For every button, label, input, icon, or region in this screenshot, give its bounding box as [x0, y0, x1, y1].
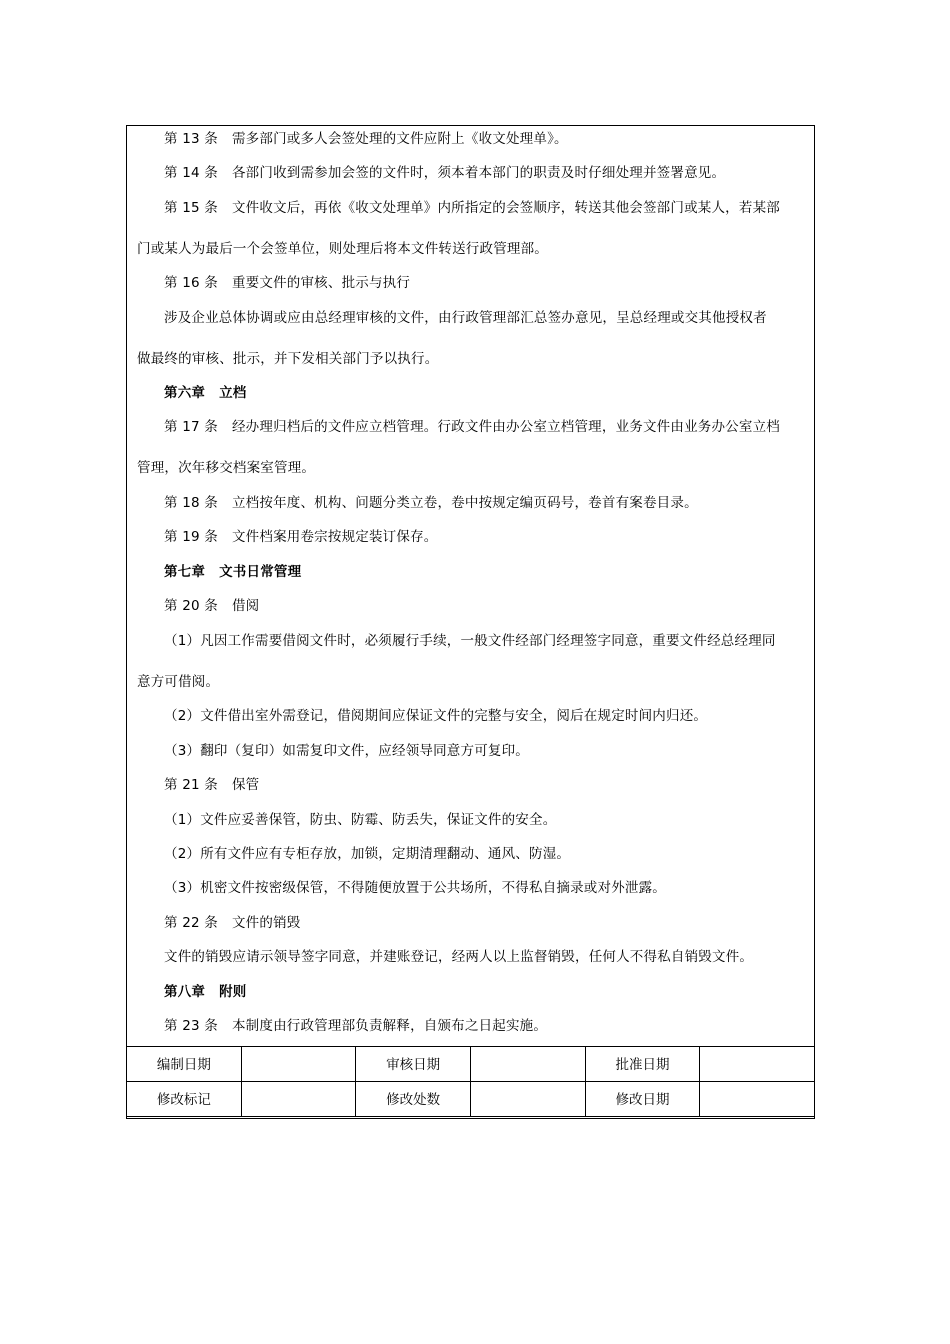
article-22-body	[137, 948, 808, 966]
article-19	[137, 528, 808, 546]
table-row	[127, 1047, 815, 1082]
compile-date-label: 编制日期	[127, 1047, 242, 1082]
document-frame	[126, 125, 815, 1119]
article-text: 意方可借阅。	[137, 674, 220, 690]
chapter-8-heading	[137, 983, 808, 1001]
revision-mark-value	[241, 1082, 356, 1117]
article-text: 本制度由行政管理部负责解释，自颁布之日起实施。	[231, 1018, 548, 1034]
article-text: 经办理归档后的文件应立档管理。行政文件由办公室立档管理，业务文件由业务办公室立档	[231, 419, 780, 435]
article-20	[137, 597, 808, 615]
chapter-7-heading	[137, 563, 808, 581]
article-23	[137, 1017, 808, 1035]
chapter-number: 第八章	[164, 984, 206, 1000]
chapter-title: 附则	[219, 984, 247, 1000]
article-text: （3）翻印（复印）如需复印文件，应经领导同意方可复印。	[164, 743, 529, 759]
article-text: 各部门收到需参加会签的文件时，须本着本部门的职责及时仔细处理并签署意见。	[231, 165, 726, 181]
article-text: 做最终的审核、批示，并下发相关部门予以执行。	[137, 351, 439, 367]
revision-count-value	[470, 1082, 585, 1117]
chapter-title: 文书日常管理	[219, 564, 302, 580]
article-number: 第 18 条	[164, 495, 218, 511]
article-13	[137, 130, 808, 148]
article-text: 涉及企业总体协调或应由总经理审核的文件，由行政管理部汇总签办意见，呈总经理或交其他授权者	[164, 310, 767, 326]
compile-date-value	[241, 1047, 356, 1082]
approve-date-value	[700, 1047, 815, 1082]
article-text: 立档按年度、机构、问题分类立卷，卷中按规定编页码号，卷首有案卷目录。	[231, 495, 698, 511]
article-number: 第 15 条	[164, 200, 218, 216]
article-text: 文件档案用卷宗按规定装订保存。	[231, 529, 438, 545]
article-20-item-1	[137, 632, 808, 650]
chapter-6-heading	[137, 384, 808, 402]
article-number: 第 22 条	[164, 915, 218, 931]
article-number: 第 14 条	[164, 165, 218, 181]
article-text: （1）凡因工作需要借阅文件时，必须履行手续，一般文件经部门经理签字同意，重要文件经总经理同	[164, 633, 776, 649]
article-text: 管理，次年移交档案室管理。	[137, 460, 316, 476]
approve-date-label: 批准日期	[585, 1047, 700, 1082]
article-22	[137, 914, 808, 932]
revision-count-label: 修改处数	[356, 1082, 471, 1117]
article-number: 第 23 条	[164, 1018, 218, 1034]
article-number: 第 17 条	[164, 419, 218, 435]
article-number: 第 13 条	[164, 131, 218, 147]
review-date-label: 审核日期	[356, 1047, 471, 1082]
article-20-item-2	[137, 707, 808, 725]
article-18	[137, 494, 808, 512]
article-16	[137, 274, 808, 292]
article-21-item-3	[137, 879, 808, 897]
document-body	[127, 126, 814, 1048]
article-text: 需多部门或多人会签处理的文件应附上《收文处理单》。	[231, 131, 568, 147]
article-number: 第 16 条	[164, 275, 218, 291]
revision-date-label: 修改日期	[585, 1082, 700, 1117]
article-16-cont	[137, 350, 808, 368]
article-text: （2）文件借出室外需登记，借阅期间应保证文件的完整与安全，阅后在规定时间内归还。	[164, 708, 708, 724]
article-21-item-2	[137, 845, 808, 863]
article-text: 借阅	[231, 598, 260, 614]
article-text: 文件收文后，再依《收文处理单》内所指定的会签顺序，转送其他会签部门或某人，若某部	[231, 200, 780, 216]
chapter-number: 第六章	[164, 385, 206, 401]
article-14	[137, 164, 808, 182]
article-text: 保管	[231, 777, 260, 793]
article-20-item-3	[137, 742, 808, 760]
article-text: 文件的销毁	[231, 915, 301, 931]
revision-date-value	[700, 1082, 815, 1117]
article-number: 第 19 条	[164, 529, 218, 545]
article-text: 门或某人为最后一个会签单位，则处理后将本文件转送行政管理部。	[137, 241, 548, 257]
article-21-item-1	[137, 811, 808, 829]
article-text: 重要文件的审核、批示与执行	[231, 275, 411, 291]
article-15-cont	[137, 240, 808, 258]
article-text: 文件的销毁应请示领导签字同意，并建账登记，经两人以上监督销毁，任何人不得私自销毁文件。	[164, 949, 754, 965]
article-number: 第 20 条	[164, 598, 218, 614]
article-text: （3）机密文件按密级保管，不得随便放置于公共场所，不得私自摘录或对外泄露。	[164, 880, 666, 896]
article-number: 第 21 条	[164, 777, 218, 793]
article-text: （2）所有文件应有专柜存放，加锁，定期清理翻动、通风、防湿。	[164, 846, 571, 862]
table-row	[127, 1082, 815, 1117]
approval-table	[126, 1046, 815, 1117]
article-text: （1）文件应妥善保管，防虫、防霉、防丢失，保证文件的安全。	[164, 812, 557, 828]
article-20-item-1-cont	[137, 673, 808, 691]
chapter-title: 立档	[219, 385, 247, 401]
article-21	[137, 776, 808, 794]
article-17-cont	[137, 459, 808, 477]
article-17	[137, 418, 808, 436]
revision-mark-label: 修改标记	[127, 1082, 242, 1117]
article-15	[137, 199, 808, 217]
chapter-number: 第七章	[164, 564, 206, 580]
review-date-value	[470, 1047, 585, 1082]
article-16-body	[137, 309, 808, 327]
